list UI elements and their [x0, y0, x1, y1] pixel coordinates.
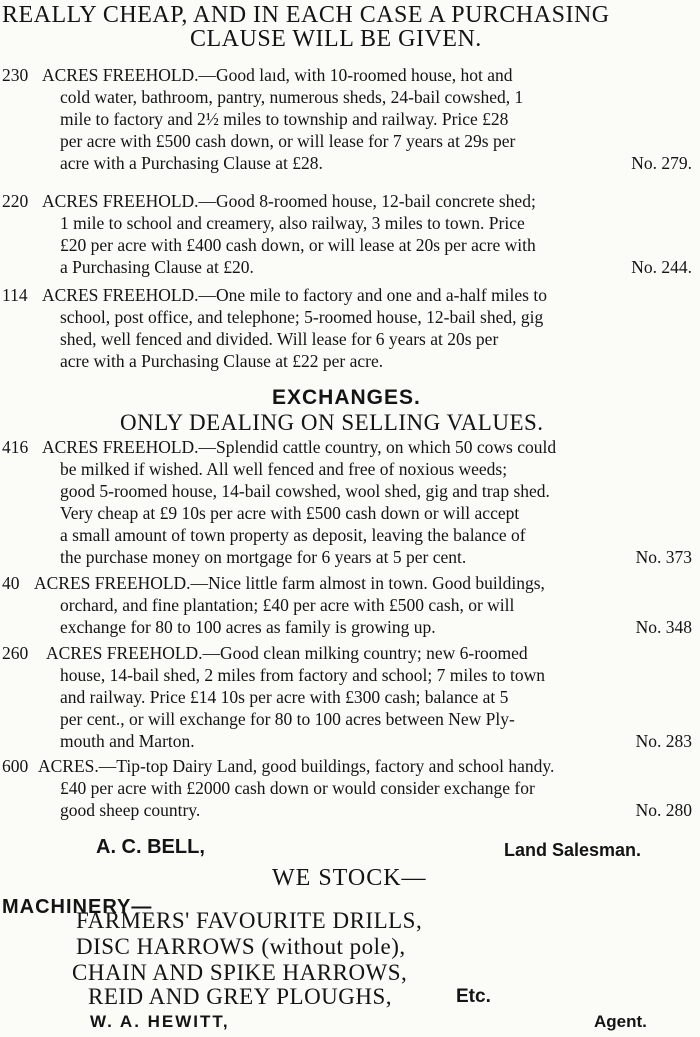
stock-heading: WE STOCK—: [272, 865, 427, 891]
listing-600-acres: [2, 755, 696, 821]
header-line-2: CLAUSE WILL BE GIVEN.: [190, 26, 482, 52]
listing-line: ACRES FREEHOLD.—Good clean milking country; new 6-roomed: [46, 643, 528, 663]
listing-line: a small amount of town property as deposit, leaving the balance of: [60, 525, 526, 545]
listing-line: ACRES FREEHOLD.—Splendid cattle country, on which 50 cows could: [42, 437, 557, 457]
listing-ref: No. 283: [635, 731, 692, 751]
acreage: 40: [2, 573, 20, 593]
stock-category: MACHINERY—: [2, 896, 153, 918]
listing-line: per cent., or will exchange for 80 to 100 acres between New Ply-: [60, 709, 515, 729]
exchanges-heading: EXCHANGES.: [272, 386, 421, 409]
signature-bell-title: Land Salesman.: [504, 840, 642, 860]
listing-line: ACRES FREEHOLD.—Good laıd, with 10-roomed house, hot and: [42, 65, 513, 85]
listing-line: acre with a Purchasing Clause at £28.: [60, 153, 323, 173]
listing-220-acres: [2, 190, 696, 278]
signature-hewitt-title: Agent.: [594, 1012, 647, 1031]
stock-etc: Etc.: [456, 986, 491, 1007]
listing-line: 1 mile to school and creamery, also railway, 3 miles to town. Price: [60, 213, 525, 233]
listing-ref: No. 373: [635, 547, 692, 567]
listing-line: per acre with £500 cash down, or will lease for 7 years at 29s per: [60, 131, 516, 151]
listing-40-acres: [2, 572, 696, 638]
listing-line: be milked if wished. All well fenced and free of noxious weeds;: [60, 459, 508, 479]
listing-line: a Purchasing Clause at £20.: [60, 257, 254, 277]
listing-114-acres: [2, 284, 696, 372]
acreage: 114: [2, 285, 28, 305]
listing-230-acres: [2, 64, 696, 174]
stock-item: REID AND GREY PLOUGHS,: [88, 984, 393, 1009]
signature-bell-name: A. C. BELL,: [96, 836, 205, 858]
listing-line: £40 per acre with £2000 cash down or would consider exchange for: [60, 778, 535, 798]
listing-line: Very cheap at £9 10s per acre with £500 cash down or will accept: [60, 503, 520, 523]
listing-line: house, 14-bail shed, 2 miles from factory and school; 7 miles to town: [60, 665, 546, 685]
stock-item: CHAIN AND SPIKE HARROWS,: [72, 960, 408, 985]
listing-416-acres: [2, 436, 696, 568]
listing-line: orchard, and fine plantation; £40 per acre with £500 cash, or will: [60, 595, 515, 615]
listing-ref: No. 348: [635, 617, 692, 637]
listing-line: and railway. Price £14 10s per acre with £300 cash; balance at 5: [60, 687, 509, 707]
listing-line: ACRES FREEHOLD.—Nice little farm almost in town. Good buildings,: [34, 573, 545, 593]
listing-line: cold water, bathroom, pantry, numerous sheds, 24-bail cowshed, 1: [60, 87, 524, 107]
listing-line: ACRES FREEHOLD.—Good 8-roomed house, 12-bail concrete shed;: [42, 191, 536, 211]
acreage: 220: [2, 191, 29, 211]
stock-item: FARMERS' FAVOURITE DRILLS,: [76, 908, 423, 933]
exchanges-subheading: ONLY DEALING ON SELLING VALUES.: [120, 410, 544, 435]
listing-line: mouth and Marton.: [60, 731, 195, 751]
acreage: 600: [2, 756, 29, 776]
listing-ref: No. 280: [635, 800, 692, 820]
signature-hewitt-name: W. A. HEWITT,: [90, 1012, 230, 1031]
header-line-1: REALLY CHEAP, AND IN EACH CASE A PURCHASING: [2, 2, 610, 28]
listing-line: good 5-roomed house, 14-bail cowshed, wool shed, gig and trap shed.: [60, 481, 550, 501]
acreage: 260: [2, 643, 29, 663]
acreage: 416: [2, 437, 29, 457]
listing-ref: No. 279.: [631, 153, 692, 173]
listing-line: ACRES FREEHOLD.—One mile to factory and one and a-half miles to: [42, 285, 547, 305]
listing-260-acres: [2, 642, 696, 752]
listing-line: £20 per acre with £400 cash down, or will lease at 20s per acre with: [60, 235, 536, 255]
listing-line: the purchase money on mortgage for 6 years at 5 per cent.: [60, 547, 467, 567]
listing-line: shed, well fenced and divided. Will lease for 6 years at 20s per: [60, 329, 499, 349]
listing-line: good sheep country.: [60, 800, 201, 820]
listing-line: acre with a Purchasing Clause at £22 per acre.: [60, 351, 384, 371]
listing-line: school, post office, and telephone; 5-roomed house, 12-bail shed, gig: [60, 307, 544, 327]
listing-line: exchange for 80 to 100 acres as family is growing up.: [60, 617, 436, 637]
listing-line: ACRES.—Tip-top Dairy Land, good buildings, factory and school handy.: [38, 756, 555, 776]
stock-item: DISC HARROWS (without pole),: [76, 934, 406, 959]
acreage: 230: [2, 65, 29, 85]
listing-line: mile to factory and 2½ miles to township and railway. Price £28: [60, 109, 509, 129]
listing-ref: No. 244.: [631, 257, 692, 277]
